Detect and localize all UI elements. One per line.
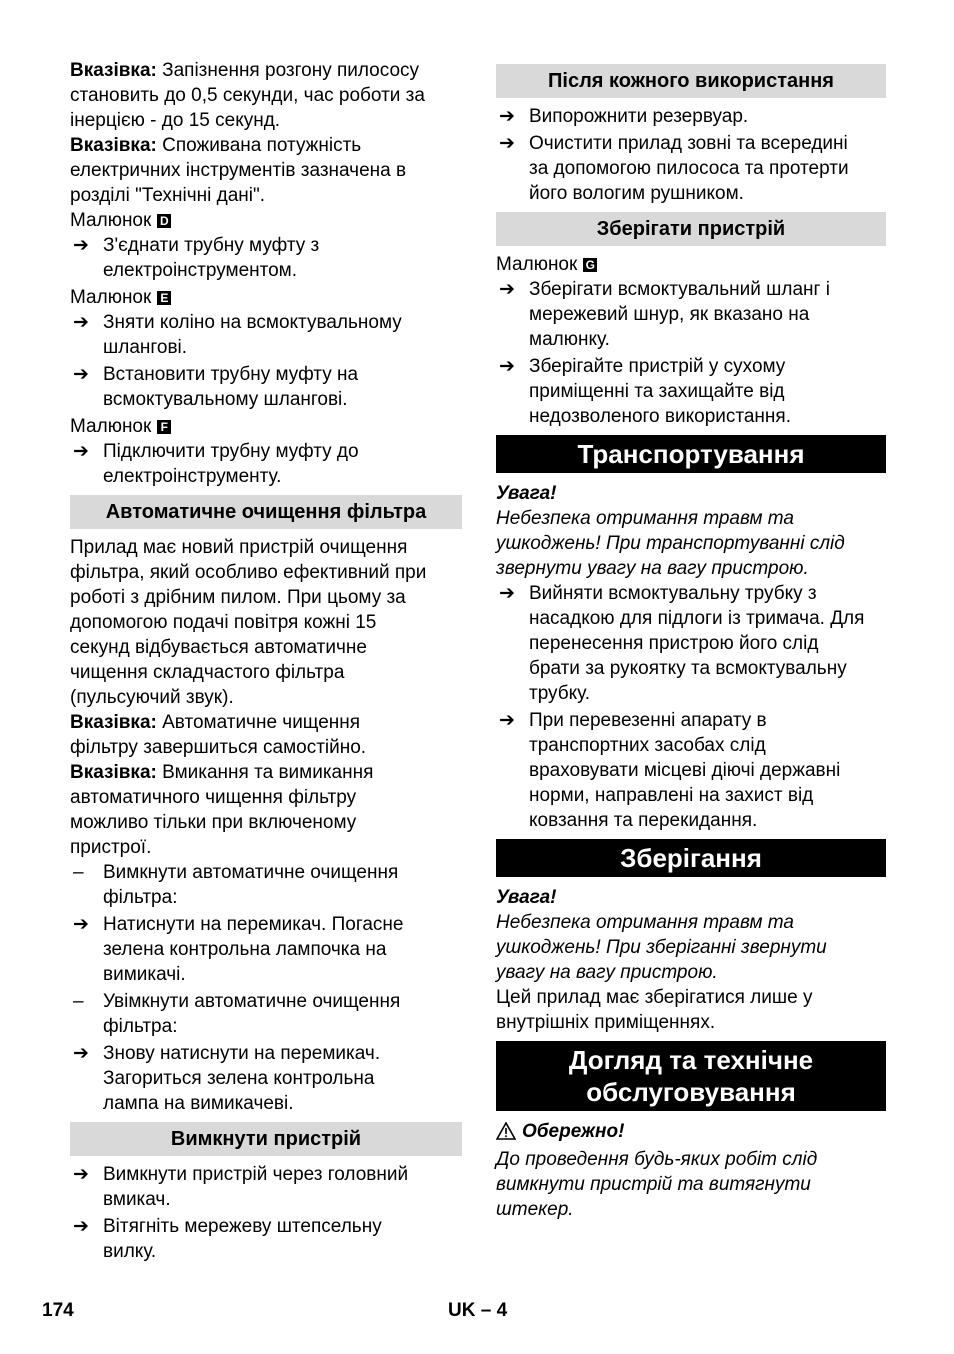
note-2: Вказівка: Споживана потужність електричних інструментів зазначена в розділі "Технічні дані". [70, 135, 407, 206]
list-item: ➔ Натиснути на перемикач. Погасне зелена контрольна лампочка на вимикачі. [73, 914, 404, 985]
note-1: Вказівка: Запізнення розгону пилососу становить до 0,5 секунди, час роботи за інерцією - до 15 секунд. [70, 60, 425, 131]
figure-letter-g: G [583, 258, 597, 272]
caution-label: Обережно! [496, 1119, 886, 1147]
figure-letter-f: F [157, 420, 171, 434]
figure-ref-g: Малюнок G [496, 252, 886, 277]
list-item: ➔ З'єднати трубну муфту з електроінструментом. [73, 235, 320, 281]
list-item: – Вимкнути автоматичне очищення фільтра: [73, 862, 399, 908]
filter-paragraph: Прилад має новий пристрій очищення фільтра, який особливо ефективний при роботі з дрібним пилом. При цьому за допомогою подачі повітря кожні 15 секунд відбувається автоматичне чищення складчастого фільтра (пульсуючий звук). [70, 537, 427, 708]
arrow-right-icon: ➔ [499, 356, 515, 377]
list-item: ➔ Зберігати всмоктувальний шланг і мережевий шнур, як вказано на малюнку. [499, 279, 830, 350]
page-number: 174 [42, 1300, 74, 1321]
heading-storage: Зберігання [496, 839, 886, 877]
list-item: ➔ Зняти коліно на всмоктувальному шлангові. [73, 312, 402, 358]
heading-filter-cleaning: Автоматичне очищення фільтра [70, 495, 462, 529]
figure-ref-e: Малюнок E [70, 285, 462, 310]
list-item: ➔ Вітягніть мережеву штепсельну вилку. [73, 1216, 382, 1262]
arrow-right-icon: ➔ [73, 235, 89, 256]
heading-store-device: Зберігати пристрій [496, 212, 886, 246]
arrow-right-icon: ➔ [499, 133, 515, 154]
figure-ref-d: Малюнок D [70, 208, 462, 233]
list-item: ➔ Випорожнити резервуар. [499, 106, 749, 127]
heading-after-use: Після кожного використання [496, 64, 886, 98]
list-item: ➔ Підключити трубну муфту до електроінструменту. [73, 441, 359, 487]
section-label: UK – 4 [448, 1300, 508, 1321]
list-item: ➔ Очистити прилад зовні та всередині за допомогою пилососа та протерти його вологим рушником. [499, 133, 849, 204]
note-3: Вказівка: Автоматичне чищення фільтру завершиться самостійно. [70, 712, 367, 758]
list-item: – Увімкнути автоматичне очищення фільтра: [73, 991, 401, 1037]
arrow-right-icon: ➔ [499, 106, 515, 127]
warning-label: Увага! [496, 483, 557, 504]
arrow-right-icon: ➔ [73, 1043, 89, 1064]
figure-letter-d: D [157, 214, 171, 228]
warning-triangle-icon [496, 1122, 516, 1147]
arrow-right-icon: ➔ [73, 914, 89, 935]
arrow-right-icon: ➔ [499, 710, 515, 731]
list-item: ➔ Вийняти всмоктувальну трубку з насадкою для підлоги із тримача. Для перенесення пристрою його слід брати за рукоятку та всмоктувальну трубку. [499, 583, 865, 704]
arrow-right-icon: ➔ [499, 583, 515, 604]
figure-ref-f: Малюнок F [70, 414, 462, 439]
figure-letter-e: E [157, 291, 171, 305]
warning-text: Небезпека отримання травм та ушкоджень! При транспортуванні слід звернути увагу на вагу пристрою. [496, 508, 845, 579]
list-item: ➔ Знову натиснути на перемикач. Загориться зелена контрольна лампа на вимикачеві. [73, 1043, 381, 1114]
arrow-right-icon: ➔ [73, 364, 89, 385]
list-item: ➔ При перевезенні апарату в транспортних засобах слід враховувати місцеві діючі державні норми, направлені на захист від ковзання та перекидання. [499, 710, 841, 831]
list-item: ➔ Встановити трубну муфту на всмоктувальному шлангові. [73, 364, 359, 410]
right-column [496, 64, 886, 1222]
list-item: ➔ Зберігайте пристрій у сухому приміщенні та захищайте від недозволеного використання. [499, 356, 791, 427]
caution-text: До проведення будь-яких робіт слід вимкнути пристрій та витягнути штекер. [496, 1149, 818, 1220]
arrow-right-icon: ➔ [73, 312, 89, 333]
warning-label: Увага! [496, 887, 557, 908]
note-4: Вказівка: Вмикання та вимикання автоматичного чищення фільтру можливо тільки при включеному пристрої. [70, 762, 374, 858]
warning-text: Небезпека отримання травм та ушкоджень! При зберіганні звернути увагу на вагу пристрою. [496, 912, 827, 983]
arrow-right-icon: ➔ [73, 441, 89, 462]
dash-icon: – [73, 991, 84, 1012]
heading-switch-off: Вимкнути пристрій [70, 1122, 462, 1156]
arrow-right-icon: ➔ [499, 279, 515, 300]
heading-care-maintenance: Догляд та технічне обслуговування [496, 1041, 886, 1111]
arrow-right-icon: ➔ [73, 1164, 89, 1185]
heading-transport: Транспортування [496, 435, 886, 473]
left-column [70, 58, 462, 1266]
list-item: ➔ Вимкнути пристрій через головний вмикач. [73, 1164, 409, 1210]
dash-icon: – [73, 862, 84, 883]
storage-text: Цей прилад має зберігатися лише у внутрішніх приміщеннях. [496, 987, 813, 1033]
arrow-right-icon: ➔ [73, 1216, 89, 1237]
